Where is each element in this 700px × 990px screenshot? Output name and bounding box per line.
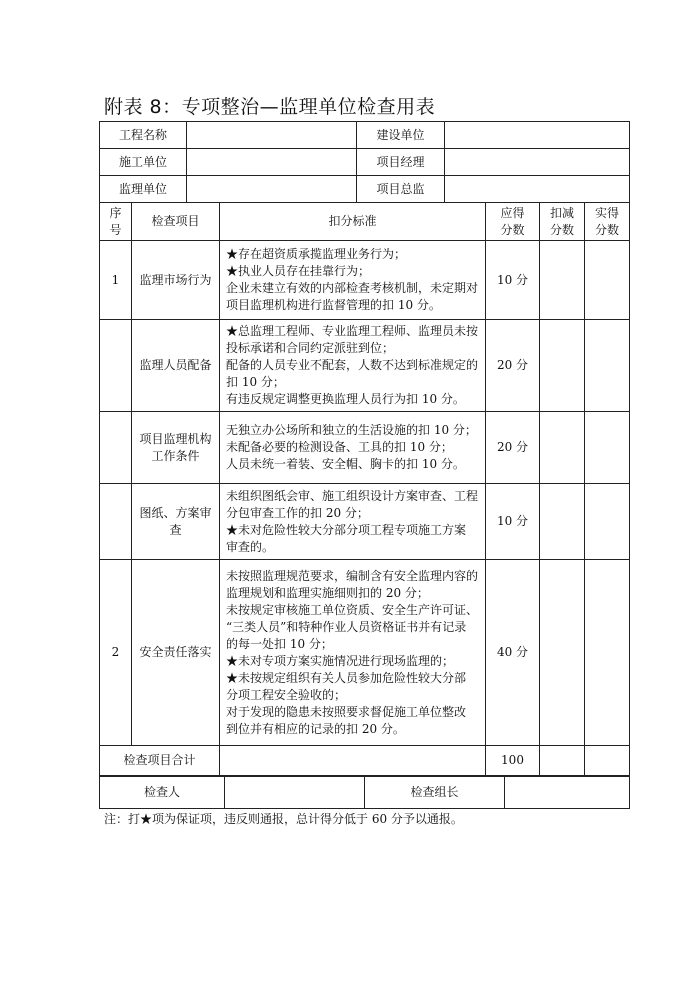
total-deduct[interactable]	[540, 746, 585, 776]
total-label: 检查项目合计	[100, 746, 220, 776]
row-seq	[100, 412, 132, 484]
info-table	[99, 121, 630, 203]
header-criteria: 扣分标准	[220, 203, 486, 241]
header-item: 检查项目	[132, 203, 220, 241]
total-row	[100, 746, 630, 776]
row-due-score: 20 分	[486, 412, 540, 484]
page-title: 附表 8：专项整治—监理单位检查用表	[104, 96, 436, 118]
header-seq: 序 号	[100, 203, 132, 241]
table-row	[100, 320, 630, 412]
row-actual-score[interactable]	[585, 484, 630, 560]
signature-table	[99, 776, 630, 809]
header-actual-score: 实得 分数	[585, 203, 630, 241]
value-project-manager[interactable]	[445, 149, 630, 176]
value-chief-supervisor[interactable]	[445, 176, 630, 203]
total-score: 100	[486, 746, 540, 776]
table-row	[100, 412, 630, 484]
row-criteria: 无独立办公场所和独立的生活设施的扣 10 分； 未配备必要的检测设备、工具的扣 10 分； 人员未统一着装、安全帽、胸卡的扣 10 分。	[220, 412, 486, 484]
row-seq: 2	[100, 560, 132, 746]
row-actual-score[interactable]	[585, 320, 630, 412]
row-deduct-score[interactable]	[540, 484, 585, 560]
row-actual-score[interactable]	[585, 560, 630, 746]
header-due-score: 应得 分数	[486, 203, 540, 241]
row-due-score: 40 分	[486, 560, 540, 746]
total-blank	[220, 746, 486, 776]
label-chief-supervisor: 项目总监	[357, 176, 445, 203]
table-row	[100, 241, 630, 320]
total-actual[interactable]	[585, 746, 630, 776]
row-due-score: 20 分	[486, 320, 540, 412]
value-project-name[interactable]	[187, 122, 357, 149]
row-actual-score[interactable]	[585, 241, 630, 320]
row-due-score: 10 分	[486, 241, 540, 320]
label-inspector: 检查人	[100, 777, 225, 809]
row-deduct-score[interactable]	[540, 241, 585, 320]
row-criteria: 未按照监理规范要求，编制含有安全监理内容的 监理规划和监理实施细则扣的 20 分； 未按规定审核施工单位资质、安全生产许可证、 “三类人员”和特种作业人员资格证书并有记录 的每一处扣 10 分； ★未对专项方案实施情况进行现场监理的； ★未按规定组织有关人员参加危险性较大分部 分项工程安全验收的； 对于发现的隐患未按照要求督促施工单位整改 到位并有相应的记录的扣 20 分。	[220, 560, 486, 746]
row-criteria: ★存在超资质承揽监理业务行为； ★执业人员存在挂靠行为； 企业未建立有效的内部检查考核机制，未定期对 项目监理机构进行监督管理的扣 10 分。	[220, 241, 486, 320]
label-supervisor: 监理单位	[100, 176, 187, 203]
footnote: 注：打★项为保证项，违反则通报，总计得分低于 60 分予以通报。	[104, 812, 463, 826]
row-seq: 1	[100, 241, 132, 320]
row-deduct-score[interactable]	[540, 320, 585, 412]
row-item: 项目监理机构 工作条件	[132, 412, 220, 484]
value-inspector[interactable]	[225, 777, 365, 809]
label-builder: 建设单位	[357, 122, 445, 149]
row-actual-score[interactable]	[585, 412, 630, 484]
row-item: 图纸、方案审 查	[132, 484, 220, 560]
table-row	[100, 484, 630, 560]
label-project-name: 工程名称	[100, 122, 187, 149]
row-deduct-score[interactable]	[540, 412, 585, 484]
value-supervisor[interactable]	[187, 176, 357, 203]
row-criteria: ★总监理工程师、专业监理工程师、监理员未按 投标承诺和合同约定派驻到位； 配备的人员专业不配套，人数不达到标准规定的 扣 10 分； 有违反规定调整更换监理人员行为扣 10 分。	[220, 320, 486, 412]
label-project-manager: 项目经理	[357, 149, 445, 176]
row-item: 监理人员配备	[132, 320, 220, 412]
label-constructor: 施工单位	[100, 149, 187, 176]
value-leader[interactable]	[505, 777, 630, 809]
inspection-table	[99, 202, 630, 776]
label-leader: 检查组长	[365, 777, 505, 809]
row-deduct-score[interactable]	[540, 560, 585, 746]
row-item: 监理市场行为	[132, 241, 220, 320]
value-constructor[interactable]	[187, 149, 357, 176]
table-row	[100, 560, 630, 746]
row-seq	[100, 484, 132, 560]
row-due-score: 10 分	[486, 484, 540, 560]
row-item: 安全责任落实	[132, 560, 220, 746]
header-deduct-score: 扣减 分数	[540, 203, 585, 241]
row-criteria: 未组织图纸会审、施工组织设计方案审查、工程 分包审查工作的扣 20 分； ★未对危险性较大分部分项工程专项施工方案 审查的。	[220, 484, 486, 560]
row-seq	[100, 320, 132, 412]
value-builder[interactable]	[445, 122, 630, 149]
